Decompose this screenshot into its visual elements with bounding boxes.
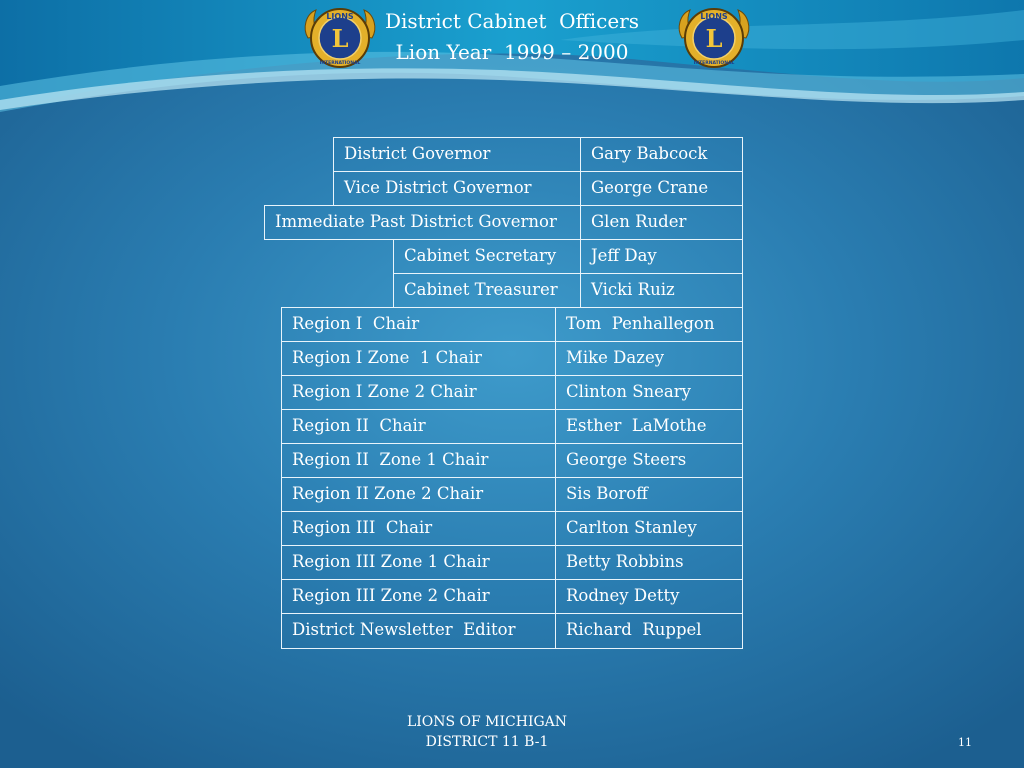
officer-role-cell: Cabinet Treasurer (393, 273, 581, 308)
officer-role-cell: Vice District Governor (333, 171, 581, 206)
officer-name-cell: George Crane (580, 171, 743, 206)
svg-text:L: L (331, 24, 349, 53)
chair-role-cell: District Newsletter Editor (281, 613, 556, 649)
chair-role-cell: Region III Chair (281, 511, 556, 546)
chair-role-cell: Region III Zone 2 Chair (281, 579, 556, 614)
chair-name-cell: George Steers (555, 443, 743, 478)
chair-name-cell: Rodney Detty (555, 579, 743, 614)
chair-name-cell: Clinton Sneary (555, 375, 743, 410)
officer-name-cell: Gary Babcock (580, 137, 743, 172)
chair-name-cell: Carlton Stanley (555, 511, 743, 546)
svg-text:L: L (705, 24, 723, 53)
footer-line-1: LIONS OF MICHIGAN (406, 714, 568, 730)
officer-role-cell: Immediate Past District Governor (264, 205, 581, 240)
officer-role-cell: Cabinet Secretary (393, 239, 581, 274)
chair-name-cell: Betty Robbins (555, 545, 743, 580)
chair-name-cell: Sis Boroff (555, 477, 743, 512)
title-line-1: District Cabinet Officers (384, 9, 640, 33)
slide-footer (387, 712, 587, 752)
officer-role-cell: District Governor (333, 137, 581, 172)
chair-name-cell: Esther LaMothe (555, 409, 743, 444)
chair-role-cell: Region II Zone 2 Chair (281, 477, 556, 512)
chair-role-cell: Region I Chair (281, 307, 556, 342)
chair-role-cell: Region III Zone 1 Chair (281, 545, 556, 580)
chair-name-cell: Tom Penhallegon (555, 307, 743, 342)
officer-name-cell: Glen Ruder (580, 205, 743, 240)
lions-logo-right (674, 4, 754, 72)
chair-role-cell: Region I Zone 1 Chair (281, 341, 556, 376)
svg-text:LIONS: LIONS (326, 12, 354, 21)
officer-name-cell: Jeff Day (580, 239, 743, 274)
chair-name-cell: Richard Ruppel (555, 613, 743, 649)
svg-text:LIONS: LIONS (700, 12, 728, 21)
lions-logo-left (300, 4, 380, 72)
footer-line-2: DISTRICT 11 B-1 (425, 734, 549, 750)
chair-role-cell: Region I Zone 2 Chair (281, 375, 556, 410)
officer-name-cell: Vicki Ruiz (580, 273, 743, 308)
chair-name-cell: Mike Dazey (555, 341, 743, 376)
svg-text:INTERNATIONAL: INTERNATIONAL (693, 61, 735, 66)
svg-text:INTERNATIONAL: INTERNATIONAL (319, 61, 361, 66)
title-line-2: Lion Year 1999 – 2000 (395, 40, 629, 64)
chair-role-cell: Region II Chair (281, 409, 556, 444)
chair-role-cell: Region II Zone 1 Chair (281, 443, 556, 478)
page-number: 11 (958, 736, 972, 749)
slide-title (0, 6, 1024, 68)
